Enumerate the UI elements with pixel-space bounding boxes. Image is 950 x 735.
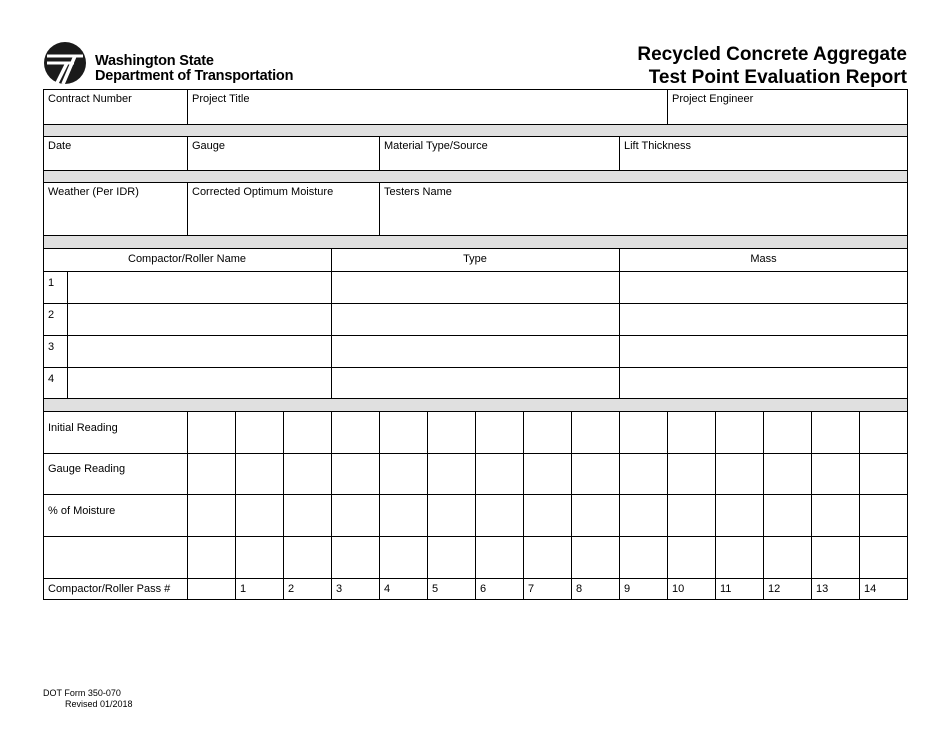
compactor-type-header: Type — [463, 253, 487, 265]
date-label: Date — [48, 140, 72, 152]
material-label: Material Type/Source — [384, 140, 488, 152]
divider-shade-3 — [43, 236, 908, 248]
pass-number-label: Compactor/Roller Pass # — [48, 583, 171, 595]
agency-name — [95, 54, 293, 84]
pass-number-7: 7 — [528, 583, 535, 595]
project-title-label: Project Title — [192, 93, 250, 105]
compactor-row-4: 4 — [48, 373, 55, 385]
moisture-percent-label: % of Moisture — [48, 505, 116, 517]
pass-number-14: 14 — [864, 583, 877, 595]
pass-number-4: 4 — [384, 583, 391, 595]
wsdot-logo — [43, 41, 303, 87]
divider-shade-2 — [43, 171, 908, 182]
pass-number-1: 1 — [240, 583, 247, 595]
report-title-line-1: Recycled Concrete Aggregate — [637, 44, 907, 65]
pass-number-6: 6 — [480, 583, 487, 595]
divider-shade-1 — [43, 125, 908, 136]
optimum-moisture-label: Corrected Optimum Moisture — [192, 186, 334, 198]
pass-number-9: 9 — [624, 583, 631, 595]
wsdot-logo-icon — [43, 41, 87, 85]
pass-number-8: 8 — [576, 583, 583, 595]
pass-number-12: 12 — [768, 583, 781, 595]
section-project — [43, 89, 908, 125]
report-title — [637, 43, 907, 89]
pass-number-13: 13 — [816, 583, 829, 595]
form-footer — [43, 688, 133, 710]
project-engineer-label: Project Engineer — [672, 93, 754, 105]
contract-number-label: Contract Number — [48, 93, 132, 105]
pass-number-2: 2 — [288, 583, 295, 595]
compactor-row-2: 2 — [48, 309, 55, 321]
revision-date: Revised 01/2018 — [65, 699, 133, 709]
testers-name-label: Testers Name — [384, 186, 452, 198]
compactor-row-1: 1 — [48, 277, 55, 289]
pass-number-5: 5 — [432, 583, 439, 595]
weather-label: Weather (Per IDR) — [48, 186, 139, 198]
pass-number-11: 11 — [720, 583, 732, 595]
initial-reading-label: Initial Reading — [48, 422, 118, 434]
agency-line-2: Department of Transportation — [95, 68, 294, 84]
form-number: DOT Form 350-070 — [43, 688, 121, 698]
compactor-mass-header: Mass — [750, 253, 777, 265]
gauge-reading-label: Gauge Reading — [48, 463, 126, 475]
pass-number-10: 10 — [672, 583, 685, 595]
pass-number-3: 3 — [336, 583, 343, 595]
compactor-name-header: Compactor/Roller Name — [128, 253, 246, 265]
compactor-row-3: 3 — [48, 341, 55, 353]
agency-line-1: Washington State — [95, 53, 214, 69]
gauge-label: Gauge — [192, 140, 226, 152]
report-title-line-2: Test Point Evaluation Report — [648, 67, 907, 88]
section-weather — [43, 182, 908, 236]
divider-shade-4 — [43, 399, 908, 411]
lift-thickness-label: Lift Thickness — [624, 140, 692, 152]
